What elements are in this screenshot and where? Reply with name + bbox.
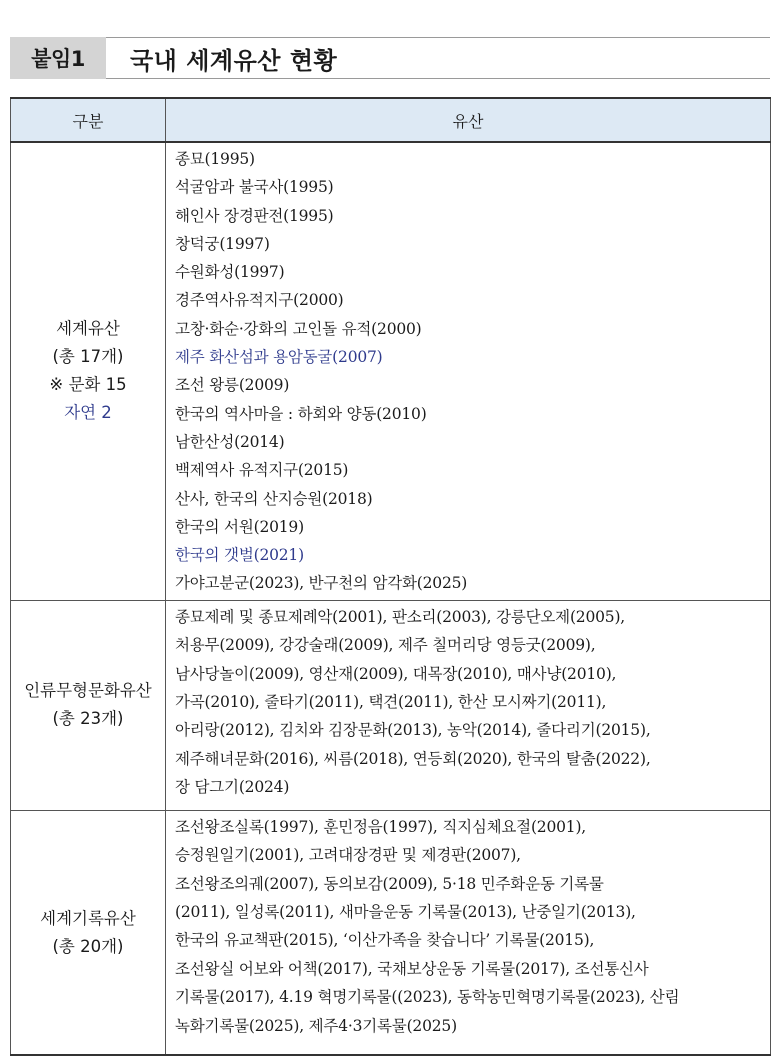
category-cell — [11, 600, 166, 810]
list-item: 창덕궁(1997) — [175, 234, 270, 253]
category-label: 세계유산 — [56, 319, 120, 339]
list-item: 한국의 서원(2019) — [175, 517, 304, 536]
category-count: (총 17개) — [52, 347, 124, 367]
category-cell — [11, 142, 166, 600]
list-item: 수원화성(1997) — [175, 263, 285, 282]
list-item: 해인사 장경판전(1995) — [175, 206, 334, 225]
list-item: 고창·화순·강화의 고인돌 유적(2000) — [175, 319, 422, 338]
table-row-intangible-heritage — [11, 600, 771, 810]
items-cell — [166, 600, 771, 810]
category-note-culture: ※ 문화 15 — [49, 375, 127, 395]
list-item: 가곡(2010), 줄타기(2011), 택견(2011), 한산 모시짜기(2011), — [175, 692, 607, 711]
list-item: 조선왕조실록(1997), 훈민정음(1997), 직지심체요절(2001), — [175, 817, 587, 836]
section-header — [10, 37, 770, 79]
table-header-row — [11, 98, 771, 142]
list-item: 승정원일기(2001), 고려대장경판 및 제경판(2007), — [175, 846, 521, 865]
header-rule-bottom — [106, 78, 770, 79]
list-item: 처용무(2009), 강강술래(2009), 제주 칠머리당 영등굿(2009), — [175, 636, 596, 655]
category-note-nature: 자연 2 — [64, 403, 112, 423]
list-item: 산사, 한국의 산지승원(2018) — [175, 489, 373, 508]
category-count: (총 23개) — [52, 709, 124, 729]
list-item: 종묘제례 및 종묘제례악(2001), 판소리(2003), 강릉단오제(2005), — [175, 607, 626, 626]
page-title: 국내 세계유산 현황 — [130, 46, 338, 75]
list-item: 남사당놀이(2009), 영산재(2009), 대목장(2010), 매사냥(2010), — [175, 664, 617, 683]
items-cell — [166, 810, 771, 1055]
heritage-table — [10, 97, 771, 1056]
category-label: 세계기록유산 — [40, 908, 136, 928]
list-item: 조선왕실 어보와 어책(2017), 국채보상운동 기록물(2017), 조선통신사 — [175, 959, 649, 978]
list-item: 경주역사유적지구(2000) — [175, 291, 344, 310]
list-item: 기록물(2017), 4.19 혁명기록물((2023), 동학농민혁명기록물(2023), 산림 — [175, 988, 680, 1007]
list-item: 녹화기록물(2025), 제주4·3기록물(2025) — [175, 1016, 457, 1035]
column-header-heritage: 유산 — [166, 98, 771, 142]
list-item: 석굴암과 불국사(1995) — [175, 178, 334, 197]
attachment-badge: 붙임1 — [10, 37, 106, 79]
list-item: 백제역사 유적지구(2015) — [175, 461, 349, 480]
list-item: 아리랑(2012), 김치와 김장문화(2013), 농악(2014), 줄다리기(2015), — [175, 721, 651, 740]
category-count: (총 20개) — [52, 936, 124, 956]
list-item-natural: 제주 화산섬과 용암동굴(2007) — [175, 348, 383, 367]
list-item: 조선왕조의궤(2007), 동의보감(2009), 5·18 민주화운동 기록물 — [175, 874, 604, 893]
list-item: 한국의 역사마을 : 하회와 양동(2010) — [175, 404, 427, 423]
list-item: (2011), 일성록(2011), 새마을운동 기록물(2013), 난중일기(2013), — [175, 902, 636, 921]
list-item: 제주해녀문화(2016), 씨름(2018), 연등회(2020), 한국의 탈춤(2022), — [175, 749, 651, 768]
list-item: 가야고분군(2023), 반구천의 암각화(2025) — [175, 574, 468, 593]
table-row-world-heritage — [11, 142, 771, 600]
list-item: 조선 왕릉(2009) — [175, 376, 290, 395]
list-item: 종묘(1995) — [175, 150, 255, 168]
list-item: 장 담그기(2024) — [175, 778, 290, 797]
list-item: 남한산성(2014) — [175, 432, 285, 451]
category-label: 인류무형문화유산 — [24, 681, 152, 701]
table-row-memory-of-world — [11, 810, 771, 1055]
items-cell — [166, 142, 771, 600]
category-cell — [11, 810, 166, 1055]
column-header-category: 구분 — [11, 98, 166, 142]
list-item-natural: 한국의 갯벌(2021) — [175, 546, 304, 565]
list-item: 한국의 유교책판(2015), ‘이산가족을 찾습니다’ 기록물(2015), — [175, 931, 595, 950]
